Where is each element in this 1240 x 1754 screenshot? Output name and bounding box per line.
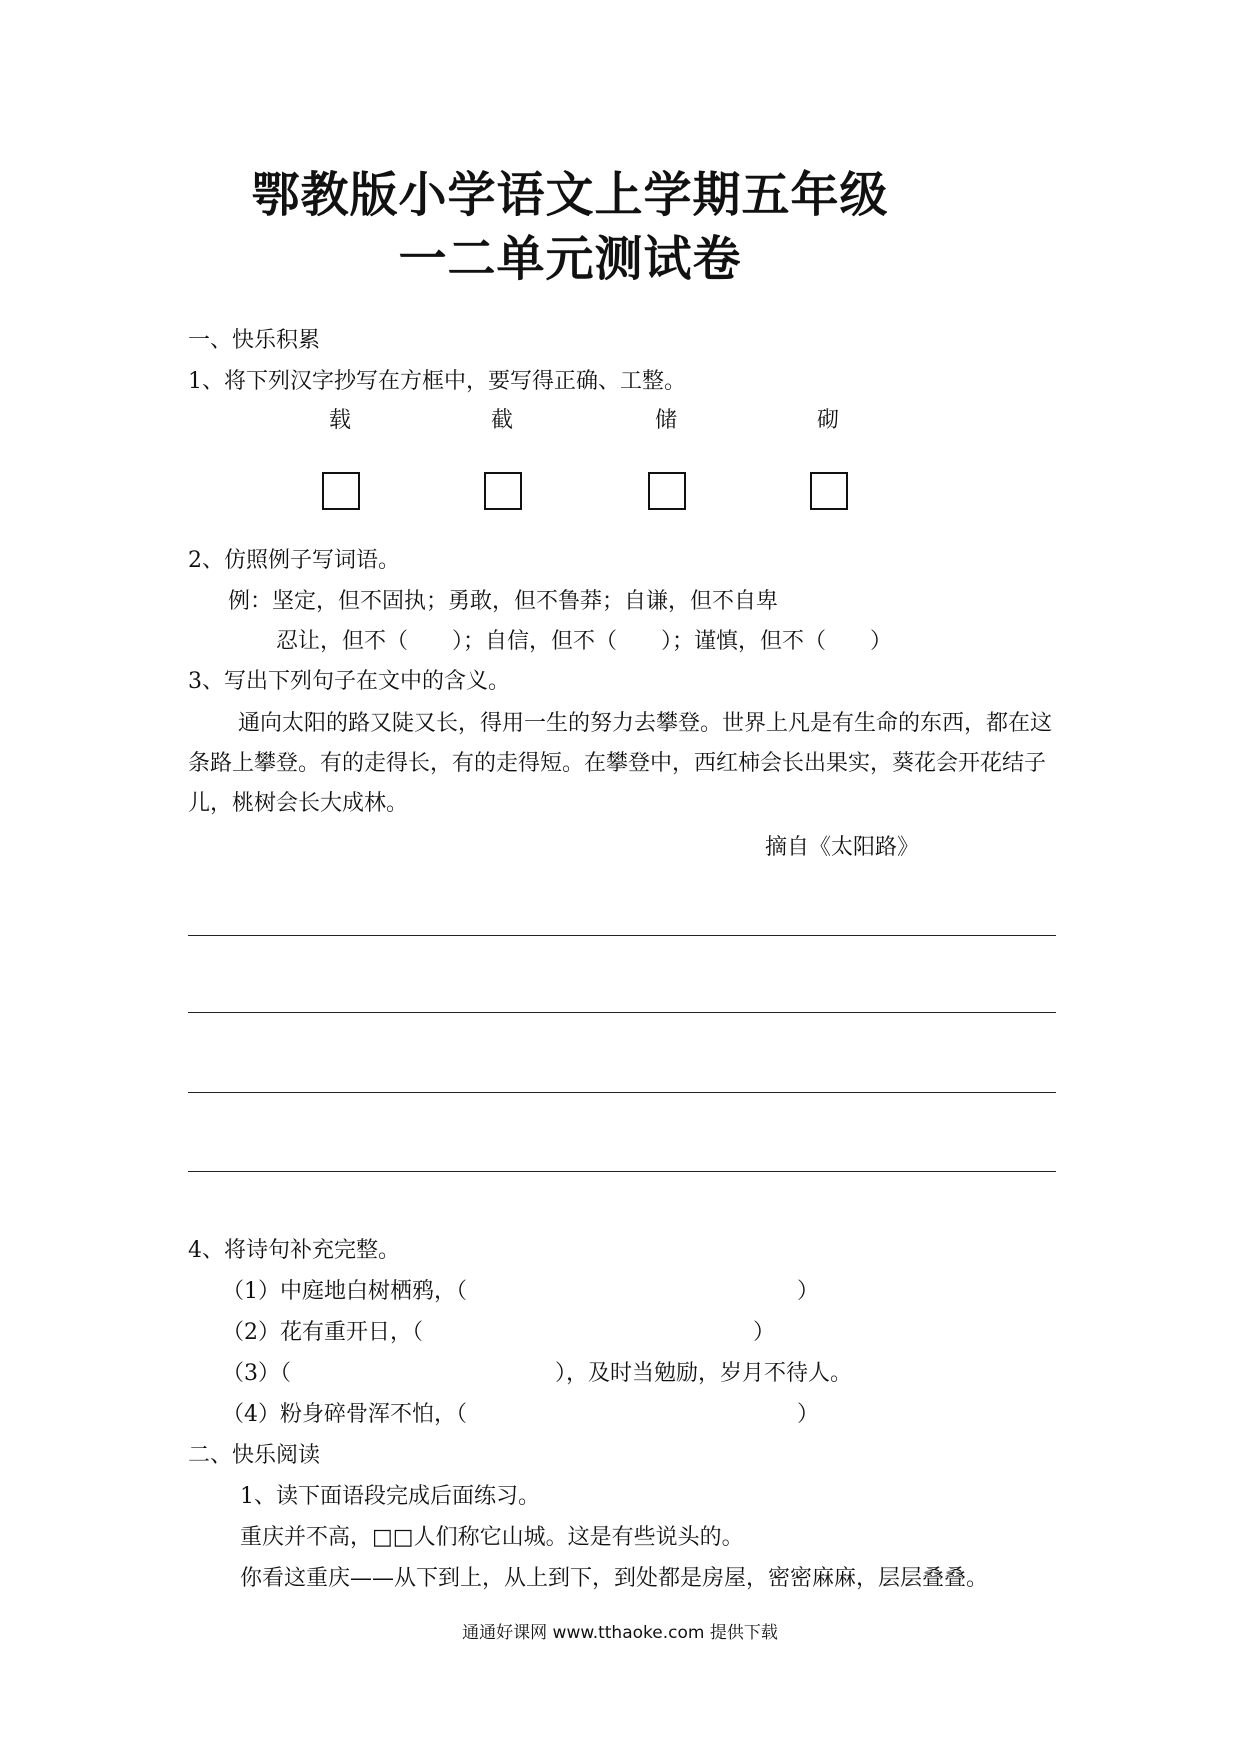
question-3-prompt: 3、写出下列句子在文中的含义。 bbox=[188, 669, 510, 694]
answer-line-2[interactable] bbox=[188, 1012, 1056, 1013]
question-2-prompt: 2、仿照例子写词语。 bbox=[188, 548, 400, 573]
question-1-prompt: 1、将下列汉字抄写在方框中，要写得正确、工整。 bbox=[188, 369, 686, 394]
poem-item-1: （1）中庭地白树栖鸦，（ ） bbox=[222, 1279, 819, 1304]
poem-item-3: （3）（ ），及时当勉励，岁月不待人。 bbox=[222, 1361, 852, 1386]
reading-passage-line-1: 重庆并不高，□□人们称它山城。这是有些说头的。 bbox=[240, 1525, 744, 1550]
passage-source: 摘自《太阳路》 bbox=[765, 835, 920, 860]
character-4: 砌 bbox=[816, 408, 839, 433]
answer-line-4[interactable] bbox=[188, 1171, 1056, 1172]
reading-question-1-prompt: 1、读下面语段完成后面练习。 bbox=[240, 1484, 540, 1509]
answer-line-3[interactable] bbox=[188, 1092, 1056, 1093]
character-2: 截 bbox=[490, 408, 513, 433]
question-2-example: 例：坚定，但不固执；勇敢，但不鲁莽；自谦，但不自卑 bbox=[228, 589, 779, 614]
footer-watermark: 通通好课网 www.tthaoke.com 提供下载 bbox=[462, 1623, 778, 1643]
question-4-prompt: 4、将诗句补充完整。 bbox=[188, 1238, 400, 1263]
character-3: 储 bbox=[654, 408, 677, 433]
character-1: 载 bbox=[328, 408, 351, 433]
question-3-passage: 通向太阳的路又陡又长，得用一生的努力去攀登。世界上凡是有生命的东西，都在这条路上攀登。有的走得长，有的走得短。在攀登中，西红柿会长出果实，葵花会开花结子儿，桃树会长大成林。 bbox=[188, 711, 1053, 816]
writing-box-2[interactable] bbox=[484, 472, 522, 510]
poem-item-2: （2）花有重开日，（ ） bbox=[222, 1320, 775, 1345]
section-heading-2: 二、快乐阅读 bbox=[188, 1443, 321, 1468]
writing-box-3[interactable] bbox=[648, 472, 686, 510]
page-subtitle: 一二单元测试卷 bbox=[398, 231, 742, 287]
reading-passage-line-2: 你看这重庆——从下到上，从上到下，到处都是房屋，密密麻麻，层层叠叠。 bbox=[240, 1566, 989, 1591]
page-title: 鄂教版小学语文上学期五年级 bbox=[251, 167, 889, 223]
question-2-task: 忍让，但不（ ）；自信，但不（ ）；谨慎，但不（ ） bbox=[276, 629, 893, 654]
poem-item-4: （4）粉身碎骨浑不怕，（ ） bbox=[222, 1402, 819, 1427]
writing-box-1[interactable] bbox=[322, 472, 360, 510]
section-heading-1: 一、快乐积累 bbox=[188, 328, 321, 353]
answer-line-1[interactable] bbox=[188, 935, 1056, 936]
writing-box-4[interactable] bbox=[810, 472, 848, 510]
